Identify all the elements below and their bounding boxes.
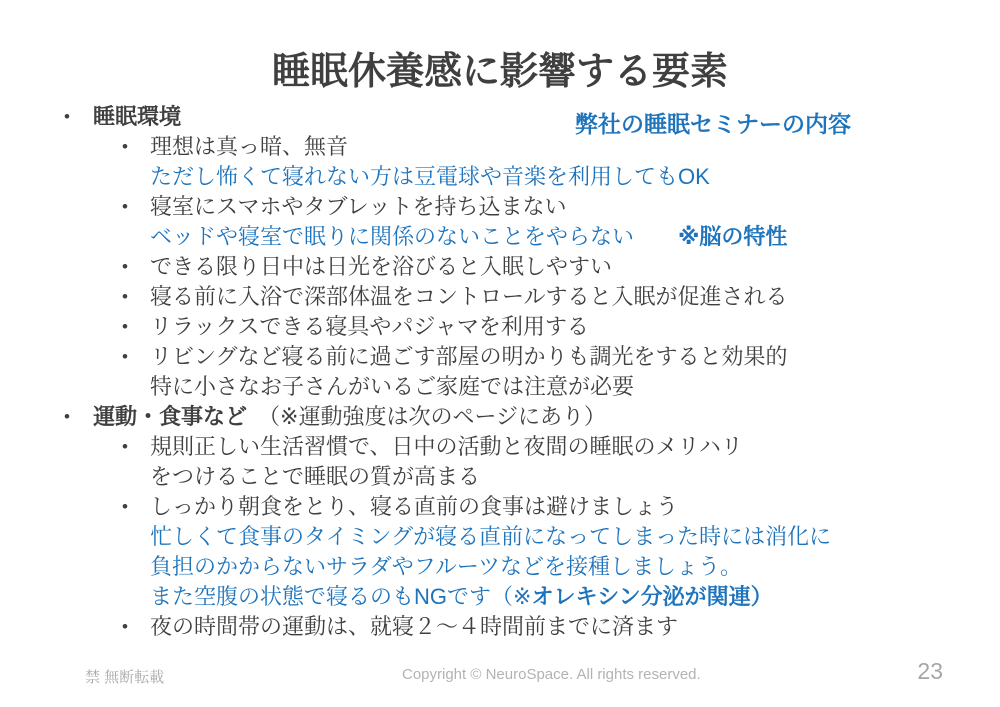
- bullet-line: [0, 192, 1000, 222]
- bullet-icon: •: [122, 137, 128, 156]
- text-segment: 規則正しい生活習慣で、日中の活動と夜間の睡眠のメリハリ: [150, 434, 743, 459]
- text-segment: 特に小さなお子さんがいるご家庭では注意が必要: [150, 374, 635, 399]
- text-segment: オレキシン分泌が関連）: [531, 584, 773, 609]
- text-segment: できる限り日中は日光を浴びると入眠しやすい: [150, 254, 613, 279]
- text-segment: 睡眠環境: [93, 104, 182, 129]
- continuation-line: [0, 372, 1000, 402]
- page-number: 23: [917, 658, 943, 684]
- continuation-line: [0, 582, 1000, 612]
- text-segment: ベッドや寝室で眠りに関係のないことをやらない: [150, 224, 679, 249]
- continuation-line: [0, 162, 1000, 192]
- bullet-list: [0, 102, 1000, 642]
- text-segment: 運動・食事など: [93, 404, 248, 429]
- continuation-line: [0, 462, 1000, 492]
- text-segment: 負担のかからないサラダやフルーツなどを接種しましょう。: [150, 554, 743, 579]
- footer-no-reproduction-notice: 禁 無断転載: [85, 669, 165, 686]
- footer-copyright: Copyright © NeuroSpace. All rights reserved.: [402, 666, 701, 683]
- bullet-line: [0, 492, 1000, 522]
- text-segment: ※脳の特性: [678, 224, 788, 249]
- bullet-icon: •: [122, 317, 128, 336]
- bullet-line: [0, 282, 1000, 312]
- continuation-line: [0, 522, 1000, 552]
- bullet-icon: •: [64, 107, 70, 126]
- text-segment: リビングなど寝る前に過ごす部屋の明かりも調光をすると効果的: [150, 344, 788, 369]
- text-segment: 寝室にスマホやタブレットを持ち込まない: [150, 194, 567, 219]
- text-segment: ただし怖くて寝れない方は豆電球や音楽を利用してもOK: [150, 164, 710, 189]
- bullet-icon: •: [122, 497, 128, 516]
- bullet-icon: •: [122, 287, 128, 306]
- text-segment: 寝る前に入浴で深部体温をコントロールすると入眠が促進される: [150, 284, 788, 309]
- page-title: 睡眠休養感に影響する要素: [271, 51, 728, 93]
- bullet-icon: •: [64, 407, 70, 426]
- text-segment: また空腹の状態で寝るのもNGです（※: [150, 584, 532, 609]
- bullet-line: [0, 132, 1000, 162]
- text-segment: しっかり朝食をとり、寝る直前の食事は避けましょう: [150, 494, 679, 519]
- bullet-icon: •: [122, 437, 128, 456]
- bullet-icon: •: [122, 347, 128, 366]
- text-segment: 夜の時間帯の運動は、就寝２～４時間前までに済ます: [150, 614, 679, 639]
- text-segment: をつけることで睡眠の質が高まる: [150, 464, 481, 489]
- text-segment: 理想は真っ暗、無音: [150, 134, 349, 159]
- bullet-line: [0, 342, 1000, 372]
- text-segment: リラックスできる寝具やパジャマを利用する: [150, 314, 589, 339]
- bullet-line: [0, 252, 1000, 282]
- bullet-icon: •: [122, 617, 128, 636]
- bullet-icon: •: [122, 257, 128, 276]
- text-segment: （※運動強度は次のページにあり）: [247, 404, 607, 429]
- continuation-line: [0, 552, 1000, 582]
- bullet-line: [0, 402, 1000, 432]
- text-segment: 忙しくて食事のタイミングが寝る直前になってしまった時には消化に: [150, 524, 832, 549]
- bullet-icon: •: [122, 197, 128, 216]
- bullet-line: [0, 102, 1000, 132]
- continuation-line: [0, 222, 1000, 252]
- bullet-line: [0, 432, 1000, 462]
- seminar-annotation: 弊社の睡眠セミナーの内容: [575, 111, 851, 137]
- bullet-line: [0, 612, 1000, 642]
- bullet-line: [0, 312, 1000, 342]
